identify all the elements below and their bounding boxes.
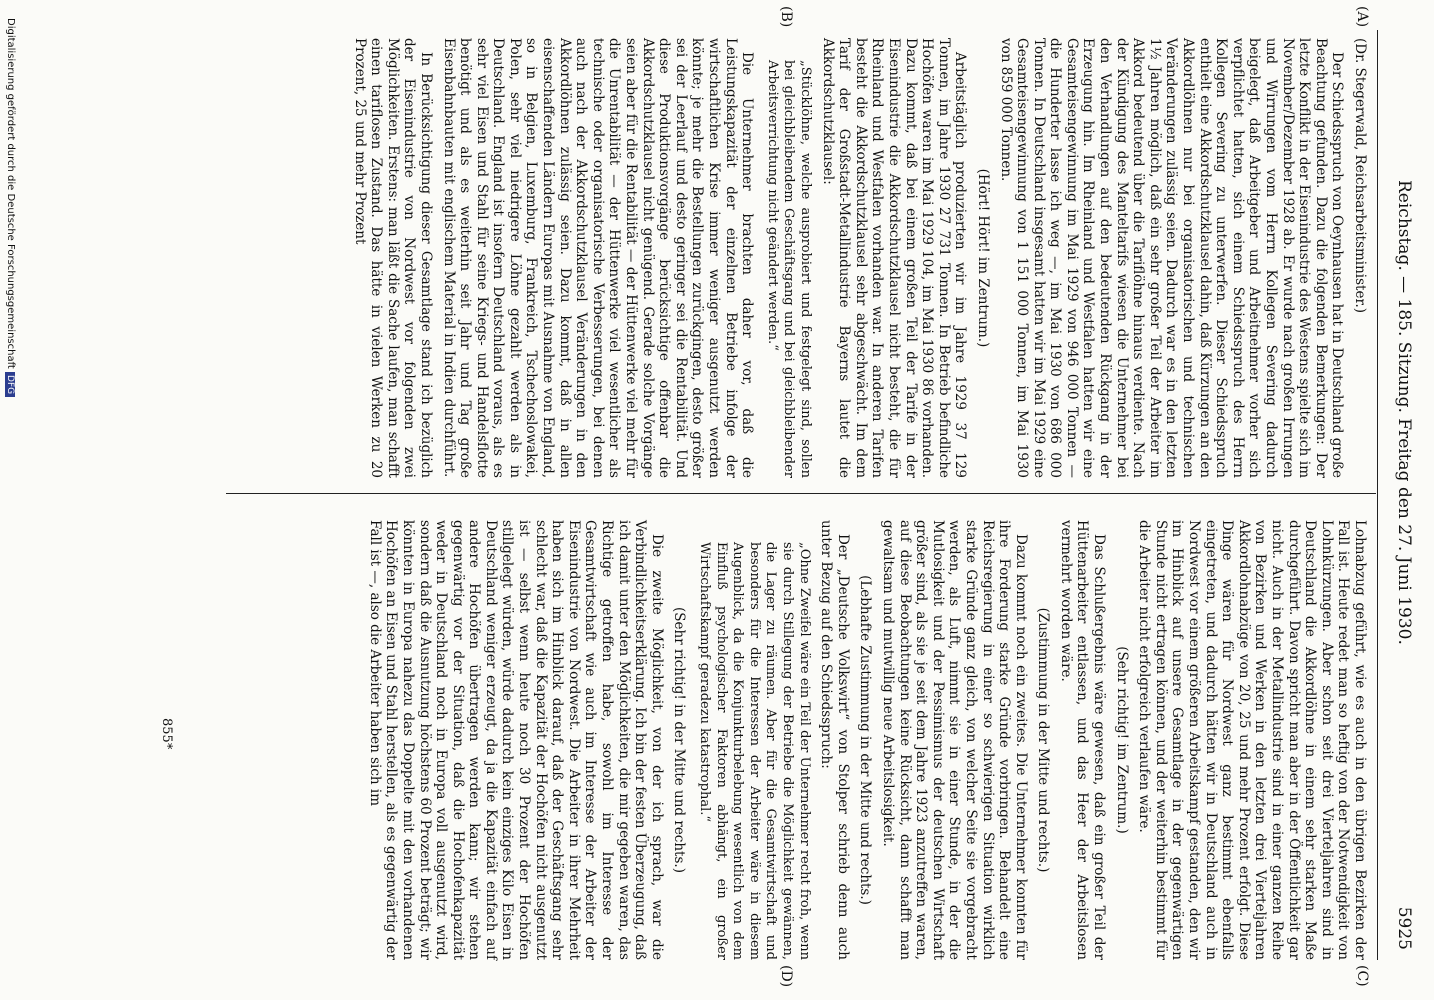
quotation: „Ohne Zweifel wäre ein Teil der Unternehmer recht froh, wenn sie durch Stillegung der Betriebe die Möglichkeit gewännen, die Lager zu räumen. Aber für die Gesamtwirtschaft und besonders für die Interessen der Arbeiter wäre in diesem Augenblick, da die Konjunkturbelebung wesentlich von dem Einfluß psychologischer Faktoren abhängt, ein großer Wirtschaftskampf geradezu katastrophal.“ (697, 542, 812, 960)
paragraph: Lohnabzug geführt, wie es auch in den übrigen Bezirken der Fall ist. Heute redet man so heftig von der Notwendigkeit von Lohnkürzungen. Aber schon seit drei Vierteljahren sind in Deutschland die Akkordlöhne in einem sehr starken Maße durchgeführt. Davon spricht man aber in der Öffentlichkeit gar nicht. Auch in der Metallindustrie sind in einer ganzen Reihe von Bezirken und Werken in den letzten drei Vierteljahren Akkordlohnabzüge von 20, 25 und mehr Prozent erfolgt. Diese Dinge wären für Nordwest ganz bestimmt ebenfalls eingetreten, und dadurch hätten wir in Deutschland auch in Nordwest vor einem größeren Arbeitskampf gestanden, den wir im Hinblick auf unsere Gesamtlage in der gegenwärtigen Stunde nicht ertragen können, und der weiterhin bestimmt für die Arbeiter nicht erfolgreich verlaufen wäre. (1136, 520, 1368, 960)
paragraph: In Berücksichtigung dieser Gesamtlage stand ich bezüglich der Eisenindustrie von Nordwest vor folgenden zwei Möglichkeiten. Erstens: man läßt die Sache laufen, man schafft einen tariflosen Zustand. Das hätte in vielen Werken zu 20 Prozent, 25 und mehr Prozent (351, 38, 434, 478)
paragraph: Das Schlußergebnis wäre gewesen, daß ein großer Teil der Hüttenarbeiter entlassen, und das Heer der Arbeitslosen vermehrt worden wäre. (1057, 520, 1108, 960)
paragraph: Dazu kommt noch ein zweites. Die Unternehmer konnten für ihre Forderung starke Gründe vorbringen. Behandelt eine Reichsregierung in einer so schwierigen Situation wirklich starke Gründe ganz gleich, von welcher Seite sie vorgebracht werden, als Luft, nimmt sie in einer Stunde, in der die Mutlosigkeit und der Pessimismus der deutschen Wirtschaft größer sind, als sie je seit dem Jahre 1923 anzutreffen waren, auf diese Beobachtungen keine Rücksicht, dann schafft man gewaltsam und mutwillig neue Arbeitslosigkeit. (879, 520, 1029, 960)
dfg-logo: DFG (5, 372, 15, 397)
paragraph: Der Schiedsspruch von Oeynhausen hat in Deutschland große Beachtung gefunden. Dazu die folgenden Bemerkungen: Der letzte Konflikt in der Eisenindustrie des Westens spielte sich im November/Dezember 1928 ab. Er wurde nach großen Irrungen und Wirrungen vom Herrn Kollegen Severing dadurch beigelegt, daß Arbeitgeber und Arbeitnehmer vorher sich verpflichtet hatten, sich einem Schiedsspruch des Herrn Kollegen Severing zu unterwerfen. Dieser Schiedsspruch enthielt eine Akkordschutzklausel dahin, daß Kürzungen an den Akkordlöhnen nur bei organisatorischen und technischen Veränderungen zulässig seien. Dadurch war es in den letzten 1½ Jahren möglich, daß ein sehr großer Teil der Arbeiter im Akkord bedeutend über die Tariflöhne hinaus verdiente. Nach der Kündigung des Manteltarifs wiesen die Unternehmer bei den Verhandlungen auf den bedeutenden Rückgang in der Erzeugung hin. Im Rheinland und Westfalen hatten wir eine Gesamteisengewinnung im Mai 1929 von 946 000 Tonnen — die Hunderter lasse ich weg —, im Mai 1930 von 686 000 Tonnen. In Deutschland insgesamt hatten wir im Mai 1929 eine Gesamteisengewinnung von 1 151 000 Tonnen, im Mai 1930 von 859 000 Tonnen. (997, 38, 1346, 478)
quotation: „Stücklöhne, welche ausprobiert und festgelegt sind, sollen bei gleichbleibendem Geschäftsgang und bei gleichbleibender Arbeitsverrichtung nicht geändert werden.“ (764, 60, 813, 478)
header-rule (1377, 30, 1378, 960)
speaker-line: (Dr. Stegerwald, Reichsarbeitsminister.) (1352, 38, 1368, 313)
interjection: (Hört! Hört! im Zentrum.) (974, 168, 991, 348)
margin-letter-a: (A) (1354, 6, 1370, 28)
paragraph: Die zweite Möglichkeit, von der ich sprach, war die Verbindlichkeitserklärung. Ich bin der festen Überzeugung, daß ich damit unter den Möglichkeiten, die mir gegeben waren, das Richtige getroffen habe, sowohl im Interesse der Gesamtwirtschaft wie auch im Interesse der Arbeiter der Eisenindustrie von Nordwest. Die Arbeiter in ihrer Mehrheit haben sich im Hinblick darauf, daß der Geschäftsgang sehr schlecht war, daß die Kapazität der Hochöfen nicht ausgenutzt ist — selbst wenn heute noch 30 Prozent der Hochöfen stillgelegt würden, würde dadurch kein einziges Kilo Eisen in Deutschland weniger erzeugt, da ja die Kapazität einfach auf andere Hochöfen übertragen werden kann; wir stehen gegenwärtig vor der Situation, daß die Hochofenkapazität weder in Deutschland noch in Europa voll ausgenutzt wird, sondern daß die Ausnutzung höchstens 60 Prozent beträgt; wir könnten in Europa nahezu das Doppelte mit den vorhandenen Hochöfen an Eisen und Stahl herstellen, als es gegenwärtig der Fall ist —, also die Arbeiter haben sich im (366, 520, 665, 960)
running-head-title: Reichstag. — 185. Sitzung. Freitag den 27. Juni 1930. (1394, 180, 1414, 645)
paragraph: Arbeitstäglich produzierten wir im Jahre 1929 37 129 Tonnen, im Jahre 1930 27 731 Tonnen. In Betrieb befindliche Hochöfen waren im Mai 1929 104, im Mai 1930 86 vorhanden. Dazu kommt, daß bei einem großen Teil der Tarife in der Eisenindustrie die Akkordschutzklausel nicht besteht, die für Rheinland und Westfalen vorhanden war. In anderen Tarifen besteht die Akkordschutzklausel sehr abgeschwächt. Im dem Tarif der Großstadt-Metallindustrie Bayerns lautet die Akkordschutzklausel: (819, 38, 969, 478)
running-head (1386, 30, 1414, 960)
interjection: (Sehr richtig! im Zentrum.) (1113, 646, 1130, 834)
sheet-signature: 855* (159, 718, 174, 750)
margin-letter-b: (B) (778, 6, 794, 28)
interjection: (Sehr richtig! in der Mitte und rechts.) (671, 607, 688, 873)
digitization-credit-text: Digitalisierung gefördert durch die Deutsche Forschungsgemeinschaft (5, 18, 16, 369)
column-rule (226, 493, 1376, 494)
interjection: (Zustimmung in der Mitte und rechts.) (1035, 607, 1052, 873)
page-number: 5925 (1394, 906, 1414, 950)
right-column (360, 520, 1368, 960)
margin-letter-d: (D) (778, 965, 794, 988)
interjection: (Lebhafte Zustimmung in der Mitte und rechts.) (857, 575, 874, 905)
paragraph: Der „Deutsche Volkswirt“ von Stolper schrieb denn auch unter Bezug auf den Schiedsspruch: (818, 520, 851, 960)
digitization-credit (5, 18, 16, 397)
left-column (345, 38, 1368, 478)
paragraph: Die Unternehmer brachten daher vor, daß die Leistungskapazität der einzelnen Betriebe infolge der wirtschaftlichen Krise immer weniger ausgenutzt werden könnte; je mehr die Bestellungen zurückgingen, desto größer sei der Leerlauf und desto geringer sei die Rentabilität. Und diese Produktionsvorgänge berücksichtige offenbar die Akkordschutzklausel nicht genügend. Gerade solche Vorgänge seien aber für die Rentabilität — der Hüttenwerke viel mehr für die Unrentabilität — der Hüttenwerke viel wesentlicher als technische oder organisatorische Verbesserungen, bei denen auch nach der Akkordschutzklausel Veränderungen in den Akkordlöhnen zulässig seien. Dazu kommt, daß in allen eisenschaffenden Ländern Europas mit Ausnahme von England, so in Belgien, Luxemburg, Frankreich, Tschechoslowakei, Polen, sehr viel niedrigere Löhne gezahlt werden als in Deutschland. England ist insofern Deutschland voraus, als es sehr viel Eisen und Stahl für seine Kriegs- und Handelsflotte benötigt und als es weiterhin seit Jahr und Tag große Eisenbahnbauten mit englischem Material in Indien durchführt. (440, 38, 756, 478)
margin-letter-c: (C) (1354, 965, 1370, 987)
